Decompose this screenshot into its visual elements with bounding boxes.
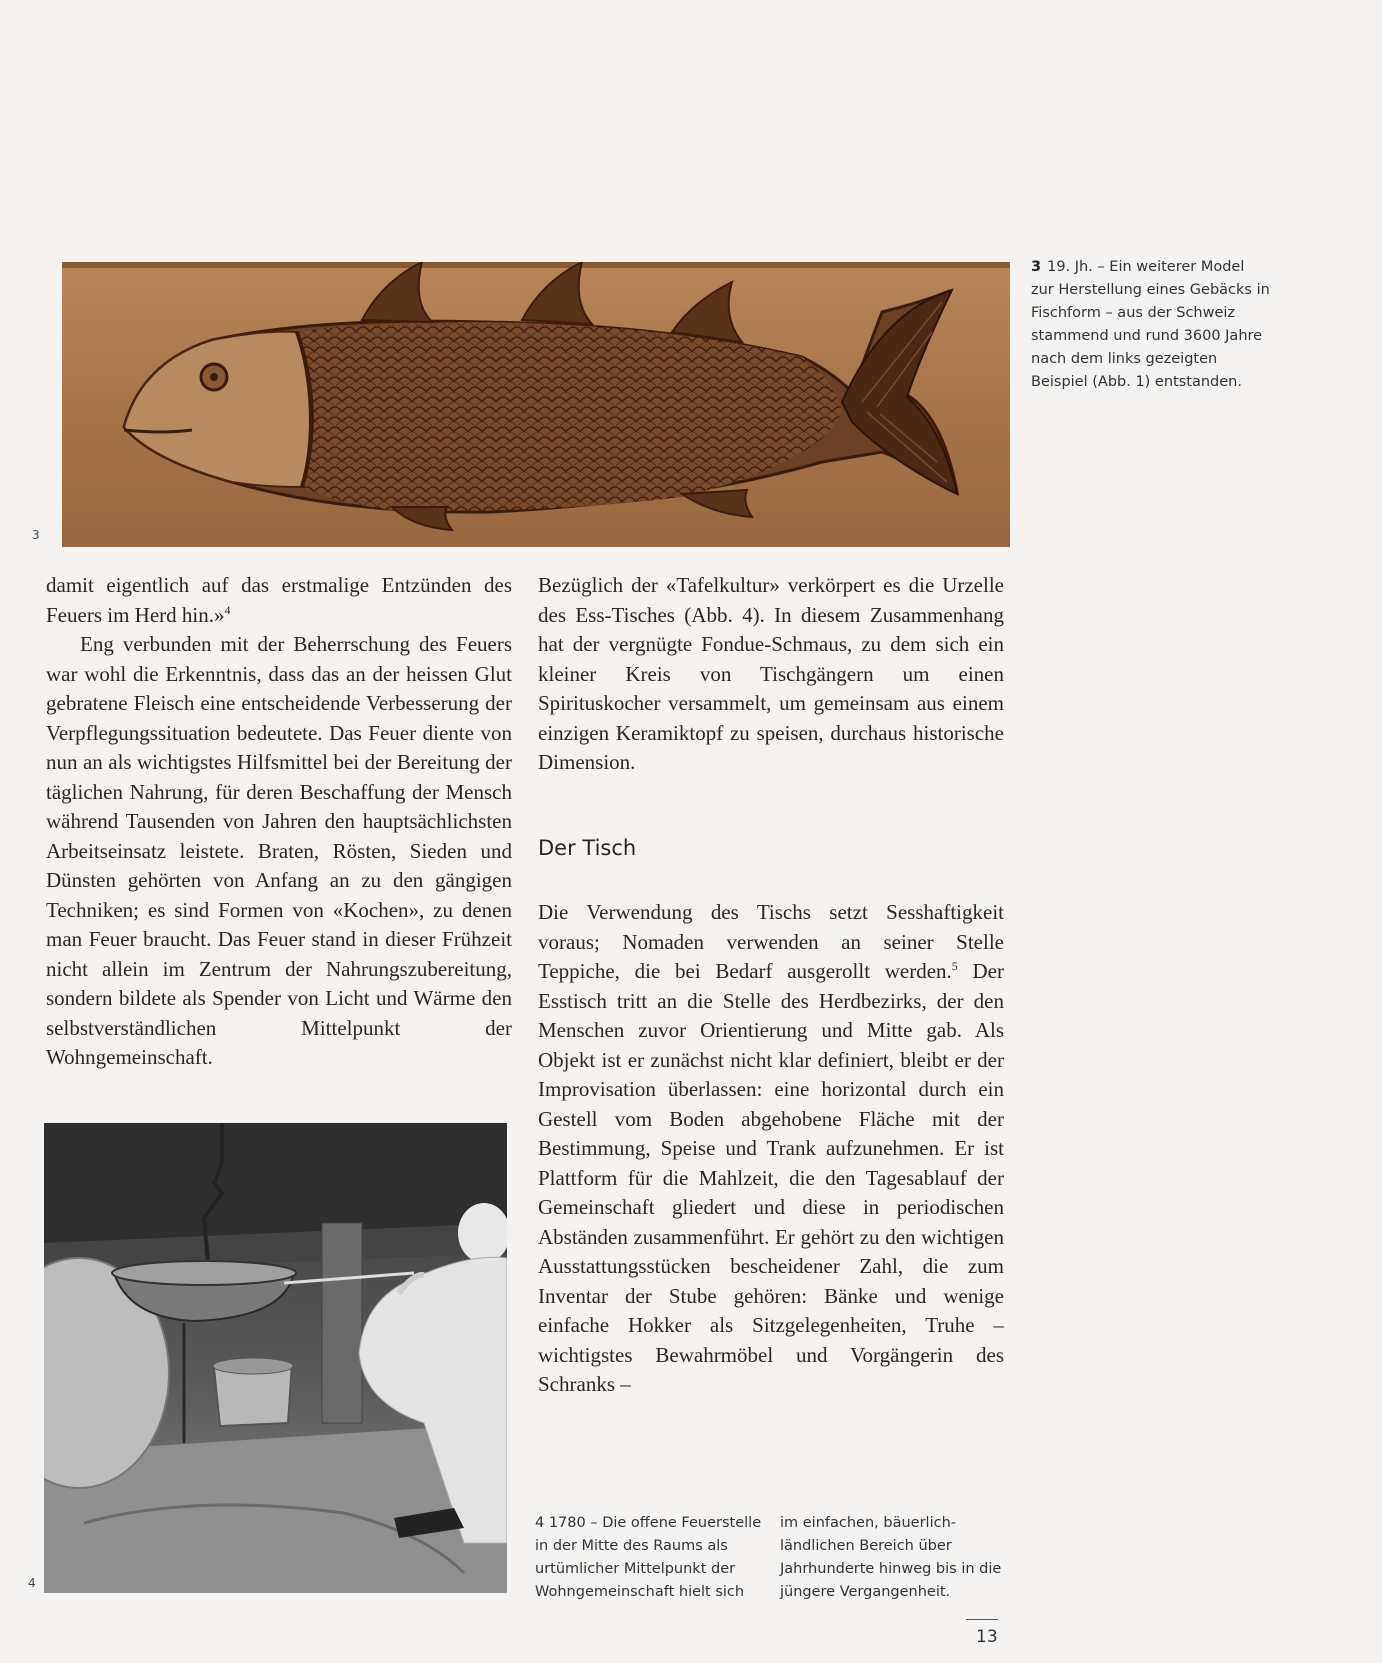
hearth-photo xyxy=(44,1123,507,1593)
left-paragraph-2: Eng verbunden mit der Beherrschung des Feuers war wohl die Erkenntnis, dass das an der heissen Glut gebratene Fleisch eine entscheidende Verbesserung der Verpflegungssituation bedeutete. Das Feuer diente von nun an als wichtigstes Hilfsmittel bei der Bereitung der täglichen Nahrung, für deren Beschaffung der Mensch während Tausenden von Jahren den hauptsächlichsten Arbeitseinsatz leistete. Braten, Rösten, Sieden und Dünsten gehörten von Anfang an zu den gängigen Techniken; es sind Formen von «Kochen», zu denen man Feuer braucht. Das Feuer stand in dieser Frühzeit nicht allein im Zentrum der Nahrungszubereitung, sondern bildete als Spender von Licht und Wärme den selbstverständlichen Mittelpunkt der Wohngemeinschaft. xyxy=(46,632,512,1069)
right-column-intro: Bezüglich der «Tafelkultur» verkörpert es die Urzelle des Ess-Tisches (Abb. 4). In diesem Zusammenhang hat der vergnügte Fondue-Schmaus, zu dem sich ein kleiner Kreis von Tischgängern um einen Spirituskocher versammelt, um gemeinsam aus einem einzigen Keramiktopf zu speisen, durchaus historische Dimension. xyxy=(538,573,1004,774)
left-paragraph-1-text: damit eigentlich auf das erstmalige Entzünden des Feuers im Herd hin.» xyxy=(46,573,512,627)
footnote-ref-4: 4 xyxy=(224,602,231,617)
figure-3-caption xyxy=(1031,256,1271,394)
figure-3-caption-number: 3 xyxy=(1031,259,1042,275)
right-column-main xyxy=(538,898,1004,1400)
figure-3-caption-text: 19. Jh. – Ein weiterer Model zur Herstellung eines Gebäcks in Fischform – aus der Schweiz stammend und rund 3600 Jahre nach dem links gezeigten Beispiel (Abb. 1) entstanden. xyxy=(1031,259,1270,390)
figure-4-number: 4 xyxy=(28,1576,36,1590)
fish-mould-photo xyxy=(62,262,1010,547)
right-paragraph-text-b: Der Esstisch tritt an die Stelle des Herdbezirks, der den Menschen zuvor Orientierung und Mitte gab. Als Objekt ist er zunächst nicht klar definiert, bleibt er der Improvisation überlassen: eine horizontal durch ein Gestell vom Boden abgehobene Fläche mit der Bestimmung, Speise und Trank aufzunehmen. Er ist Plattform für die Mahlzeit, die den Tagesablauf der Gemeinschaft gliedert und diese in periodischen Abständen zusammenführt. Er gehört zu den wichtigen Ausstattungsstücken bescheidener Zahl, die zum Inventar der Stube gehören: Bänke und wenige einfache Hokker als Sitzgelegenheiten, Truhe – wichtigstes Bewahrmöbel und Vorgängerin des Schranks – xyxy=(538,959,1004,1396)
section-heading: Der Tisch xyxy=(538,836,637,860)
page-number: 13 xyxy=(976,1627,998,1647)
figure-4-caption-part-1: 4 1780 – Die offene Feuerstelle in der Mitte des Raums als urtümlicher Mittelpunkt der Wohngemeinschaft hielt sich xyxy=(535,1515,762,1600)
left-paragraph-1 xyxy=(46,571,512,630)
left-column-text xyxy=(46,571,512,1073)
right-paragraph-text-a: Die Verwendung des Tischs setzt Sesshaftigkeit voraus; Nomaden verwenden an seiner Stelle Teppiche, die bei Bedarf ausgerollt werden. xyxy=(538,900,1004,983)
folio-rule xyxy=(966,1619,998,1620)
footnote-ref-5: 5 xyxy=(951,959,958,973)
figure-3-number: 3 xyxy=(32,528,40,542)
figure-4-caption-part-2: im einfachen, bäuerlich-ländlichen Bereich über Jahrhunderte hinweg bis in die jüngere Vergangenheit. xyxy=(780,1515,1002,1600)
